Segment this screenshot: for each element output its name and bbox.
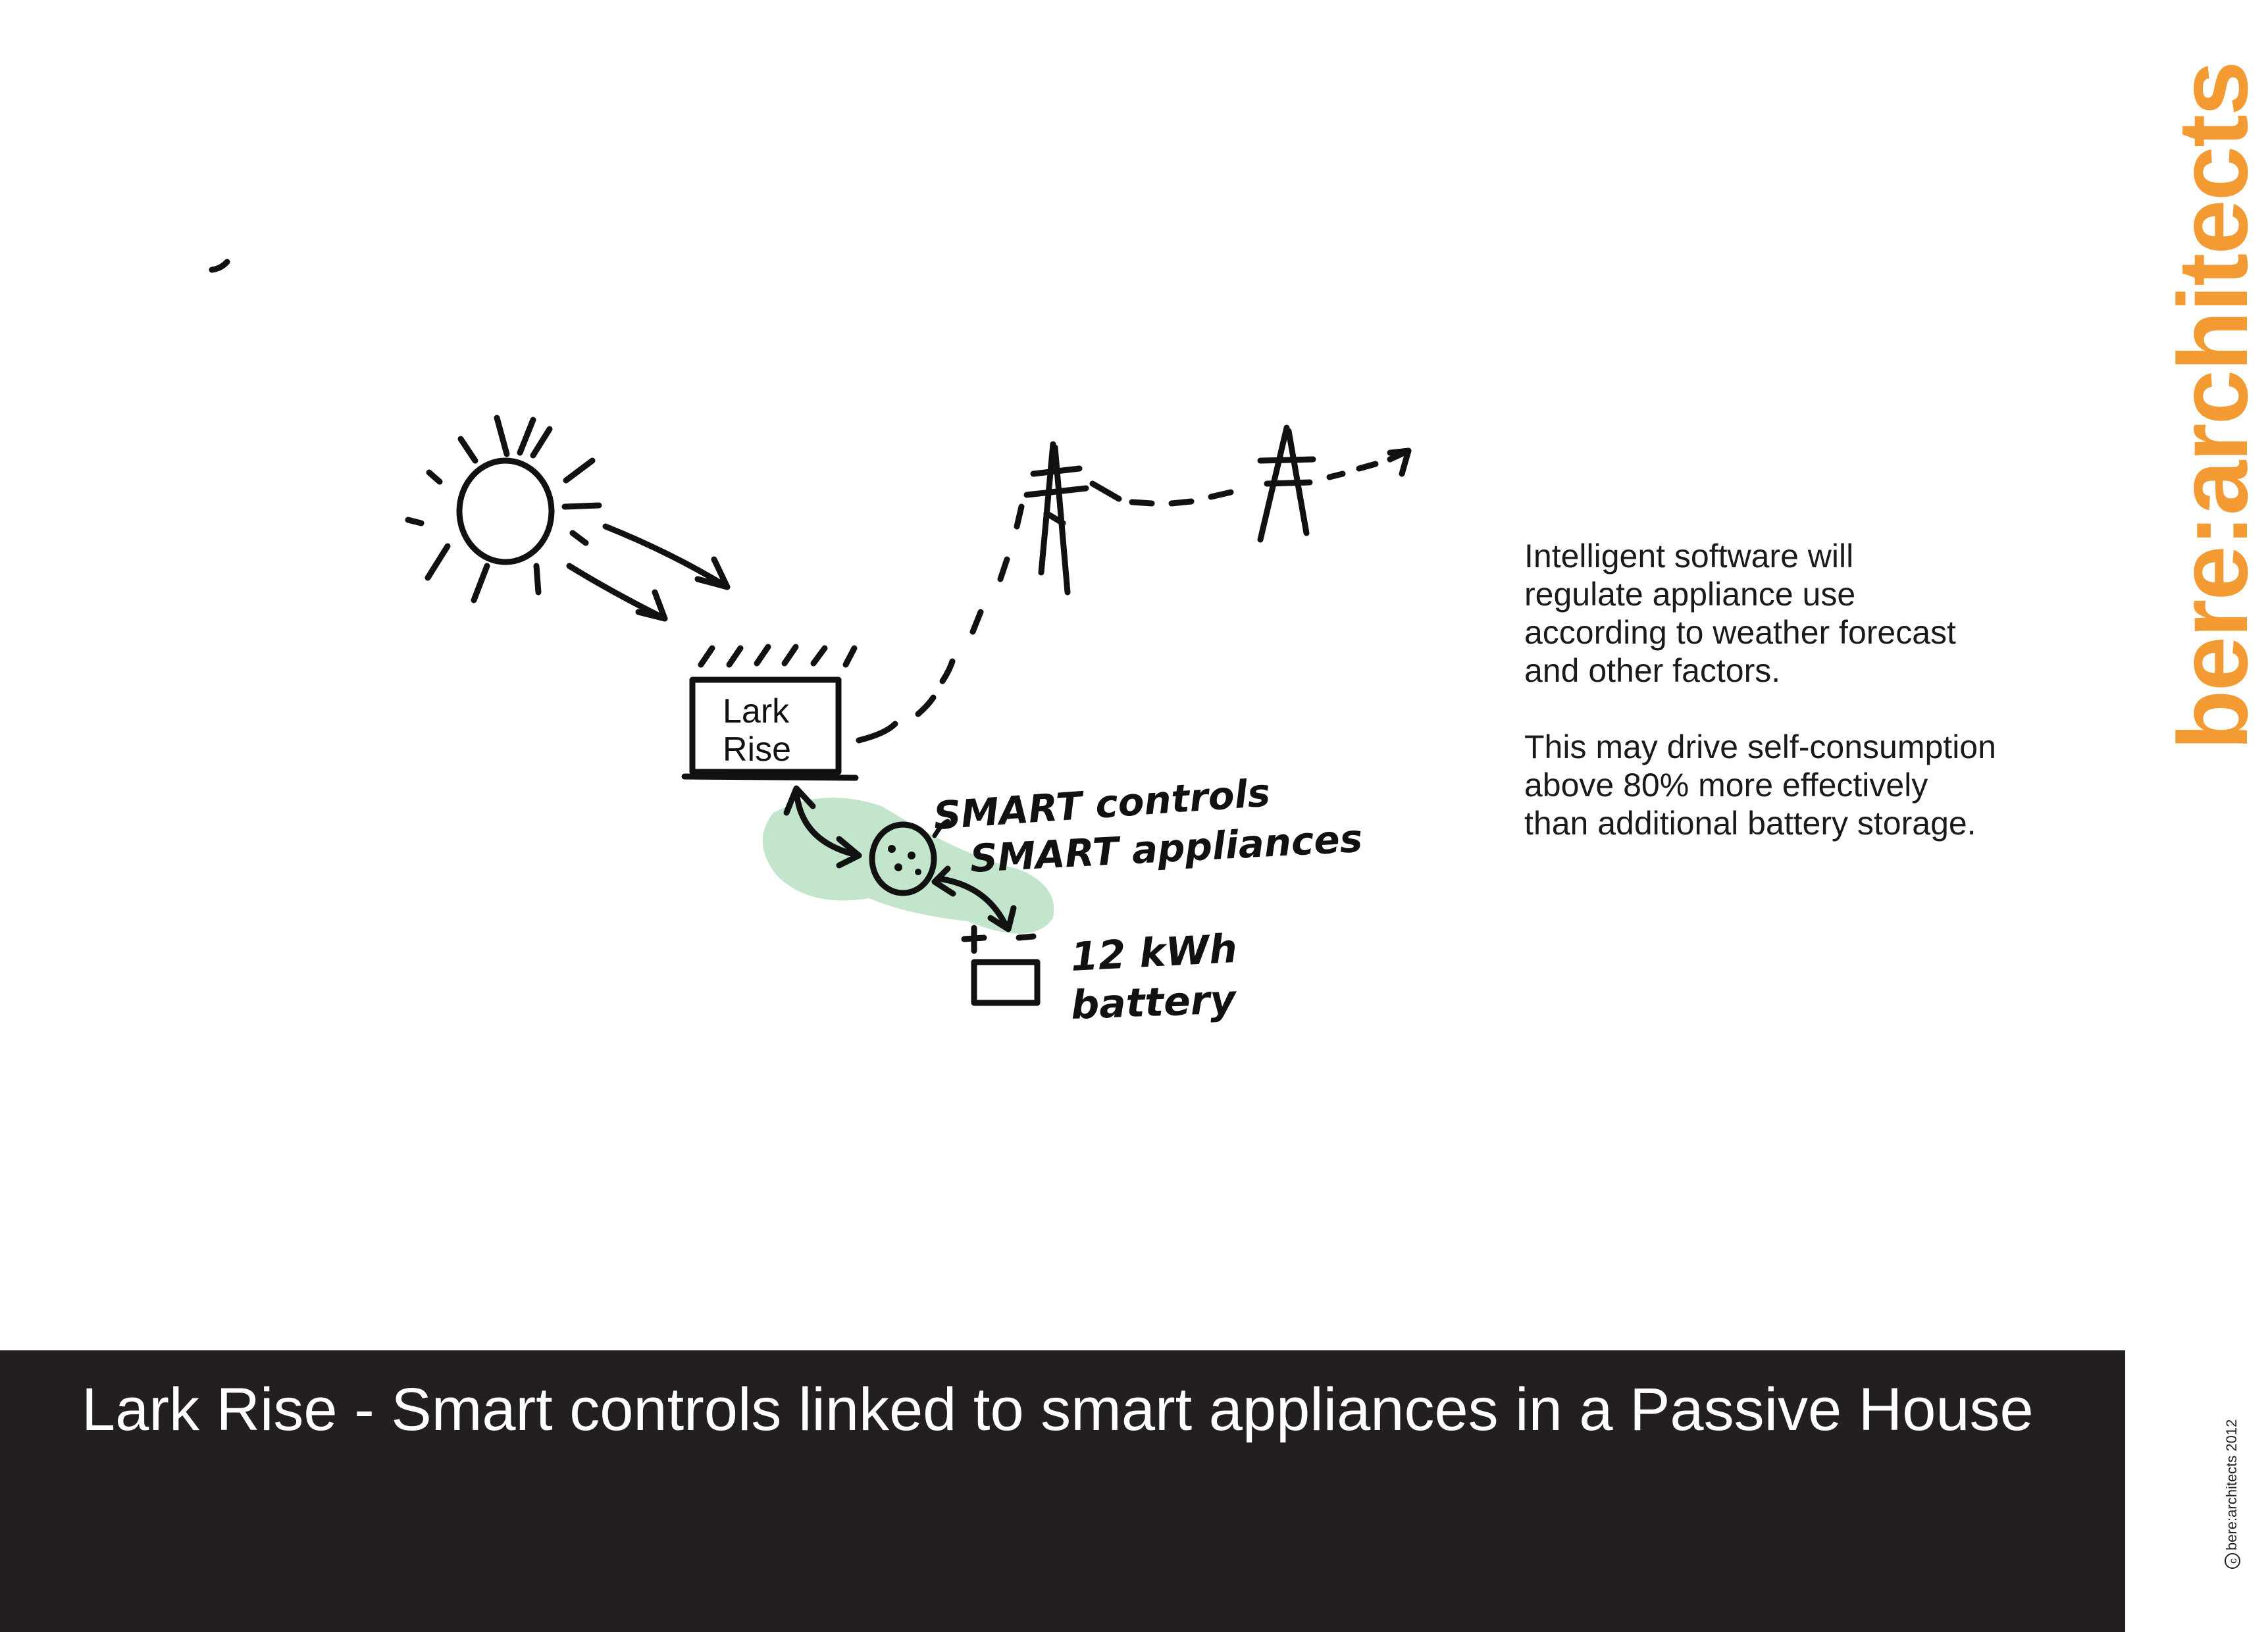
house-label-line-1: Lark [723,692,790,730]
smart-appliances-label: SMART appliances [969,815,1364,881]
copyright-text: bere:architects 2012 [2223,1419,2240,1550]
description-line: than additional battery storage. [1524,805,1976,842]
export-arrow [1329,451,1408,477]
description-paragraph-1 [1524,537,2090,690]
stray-pen-mark [212,262,227,270]
sunlight-arrow [569,526,727,619]
description-line: regulate appliance use [1524,576,1856,613]
brand-logo: bere:architects [2157,62,2268,750]
battery-capacity-label: 12 kWh [1070,925,1239,981]
pylon-icon [1027,444,1086,592]
description-line: above 80% more effectively [1524,767,1928,803]
smart-controls-label: SMART controls [932,770,1272,838]
page-title: Lark Rise - Smart controls linked to smart appliances in a Passive House [82,1376,2034,1443]
description-line: and other factors. [1524,652,1781,689]
sun-icon [408,418,599,600]
copyright-notice [2223,1419,2240,1569]
power-line [1093,484,1231,503]
description-line: according to weather forecast [1524,614,1956,651]
grid-connection-line [859,507,1021,740]
pylon-icon [1260,428,1313,540]
battery-label: battery [1070,977,1237,1029]
description-line: This may drive self-consumption [1524,728,1996,765]
description-line: Intelligent software will [1524,538,1854,574]
battery-icon [964,928,1037,1003]
description-paragraph-2 [1524,728,2090,842]
solar-panel-icon [701,647,854,665]
copyright-icon: c [2225,1553,2240,1569]
house-label-line-2: Rise [723,730,792,769]
footer-bar [0,1350,2125,1632]
house-label [723,692,791,769]
